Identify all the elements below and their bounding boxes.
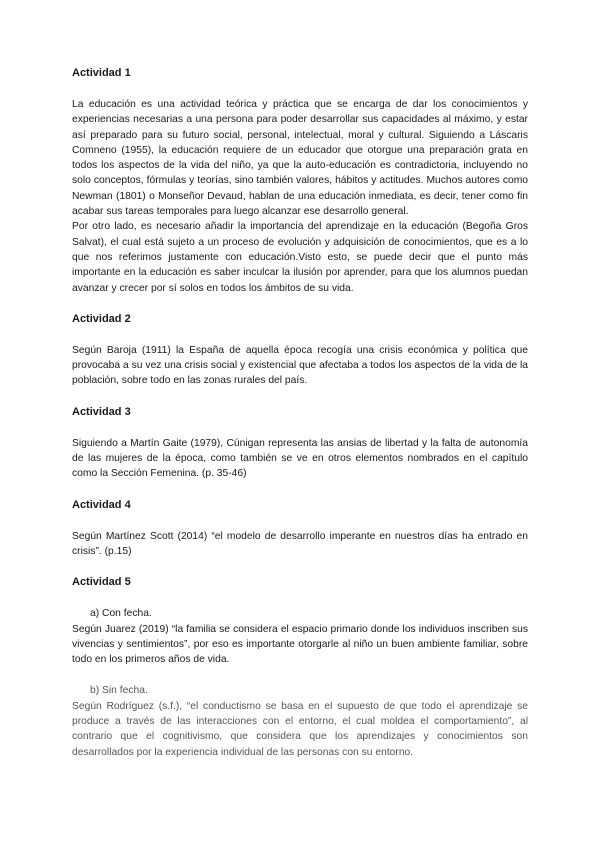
list-item-label: a) Con fecha. [90,608,152,620]
paragraph: Según Baroja (1911) la España de aquella época recogía una crisis económica y política que provocaba a su vez una crisis social y existencial que afectaba a todos los aspectos de la vida de la población, sobre todo en las zonas rurales del país. [72,344,528,387]
section-heading: Actividad 2 [72,312,131,325]
paragraph: Por otro lado, es necesario añadir la importancia del aprendizaje en la educación (Begoña Gros Salvat), el cual está sujeto a un proceso de evolución y adquisición de conocimientos, que es a lo que nos referimos justamente con educación.Visto esto, se puede decir que el punto más importante en la educación es saber inculcar la ilusión por aprender, para que los alumnos puedan avanzar y crecer por sí solos en todos los ámbitos de su vida. [72,221,528,294]
section-heading: Actividad 1 [72,67,131,79]
paragraph: La educación es una actividad teórica y práctica que se encarga de dar los conocimientos y experiencias necesarias a una persona para poder desarrollar sus capacidades al máximo, y estar así preparado para su futuro social, personal, intelectual, moral y cultural. Siguiendo a Láscaris Comneno (1955), la educación requiere de un educador que otorgue una preparación grata en todos los aspectos de la vida del niño, ya que la auto-educación es contradictoria, incluyendo no solo conceptos, fórmulas y teorías, sino también valores, hábitos y actitudes. Muchos autores como Newman (1801) o Monseñor Devaud, hablan de una educación inmediata, es decir, tener como fin acabar sus tareas temporales para luego alcanzar ese desarrollo general. [72,99,528,218]
list-item-label: b) Sin fecha. [90,685,148,697]
paragraph: Según Juarez (2019) “la familia se considera el espacio primario donde los individuos inscriben sus vivencias y sentimientos”, por eso es importante otorgarle al niño un buen ambiente familiar, sobre todo en los primeros años de vida. [72,623,528,666]
paragraph: Según Martínez Scott (2014) “el modelo de desarrollo imperante en nuestros días ha entrado en crisis”. (p.15) [72,530,528,557]
section-heading: Actividad 3 [72,405,131,418]
paragraph: Según Rodríguez (s.f.), “el conductismo se basa en el supuesto de que todo el aprendizaje se produce a través de las interacciones con el entorno, el cual moldea el comportamiento”, al contrario que el cognitivismo, que considera que los aprendizajes y conocimientos son desarrollados por la experiencia individual de las personas con su entorno. [72,700,528,758]
section-heading: Actividad 4 [72,498,131,511]
document-page [72,66,528,760]
paragraph: Siguiendo a Martín Gaite (1979), Cúnigan representa las ansias de libertad y la falta de autonomía de las mujeres de la época, como también se ve en otros elementos nombrados en el capítulo como la Sección Femenina. (p. 35-46) [72,437,528,480]
section-heading: Actividad 5 [72,576,131,589]
